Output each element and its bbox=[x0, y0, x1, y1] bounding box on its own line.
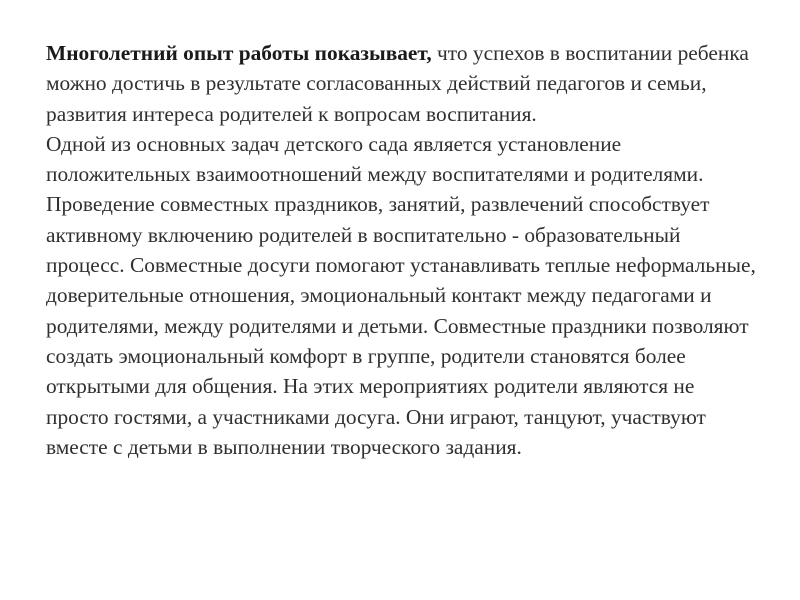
paragraph-body: Проведение совместных праздников, занятий, развлечений способствует активному включению родителей в воспитательно - образовательный процесс. Совместные досуги помогают устанавливать теплые неформальные, доверительные отношения, эмоциональный контакт между педагогами и родителями, между родителями и детьми. Совместные праздники позволяют создать эмоциональный комфорт в группе, родители становятся более открытыми для общения. На этих мероприятиях родители являются не просто гостями, а участниками досуга. Они играют, танцуют, участвуют вместе с детьми в выполнении творческого задания. bbox=[46, 192, 756, 459]
paragraph-joint-events bbox=[46, 189, 758, 462]
paragraph-lead: Многолетний опыт работы показывает, bbox=[46, 41, 432, 65]
paragraph-experience bbox=[46, 38, 758, 129]
paragraph-kindergarten-task bbox=[46, 129, 758, 190]
text-block bbox=[46, 38, 758, 462]
paragraph-body: что успехов в воспитании ребенка можно достичь в результате согласованных действий педагогов и семьи, развития интереса родителей к вопросам воспитания. bbox=[46, 41, 749, 126]
paragraph-body: Одной из основных задач детского сада является установление положительных взаимоотношений между воспитателями и родителями. bbox=[46, 131, 704, 187]
